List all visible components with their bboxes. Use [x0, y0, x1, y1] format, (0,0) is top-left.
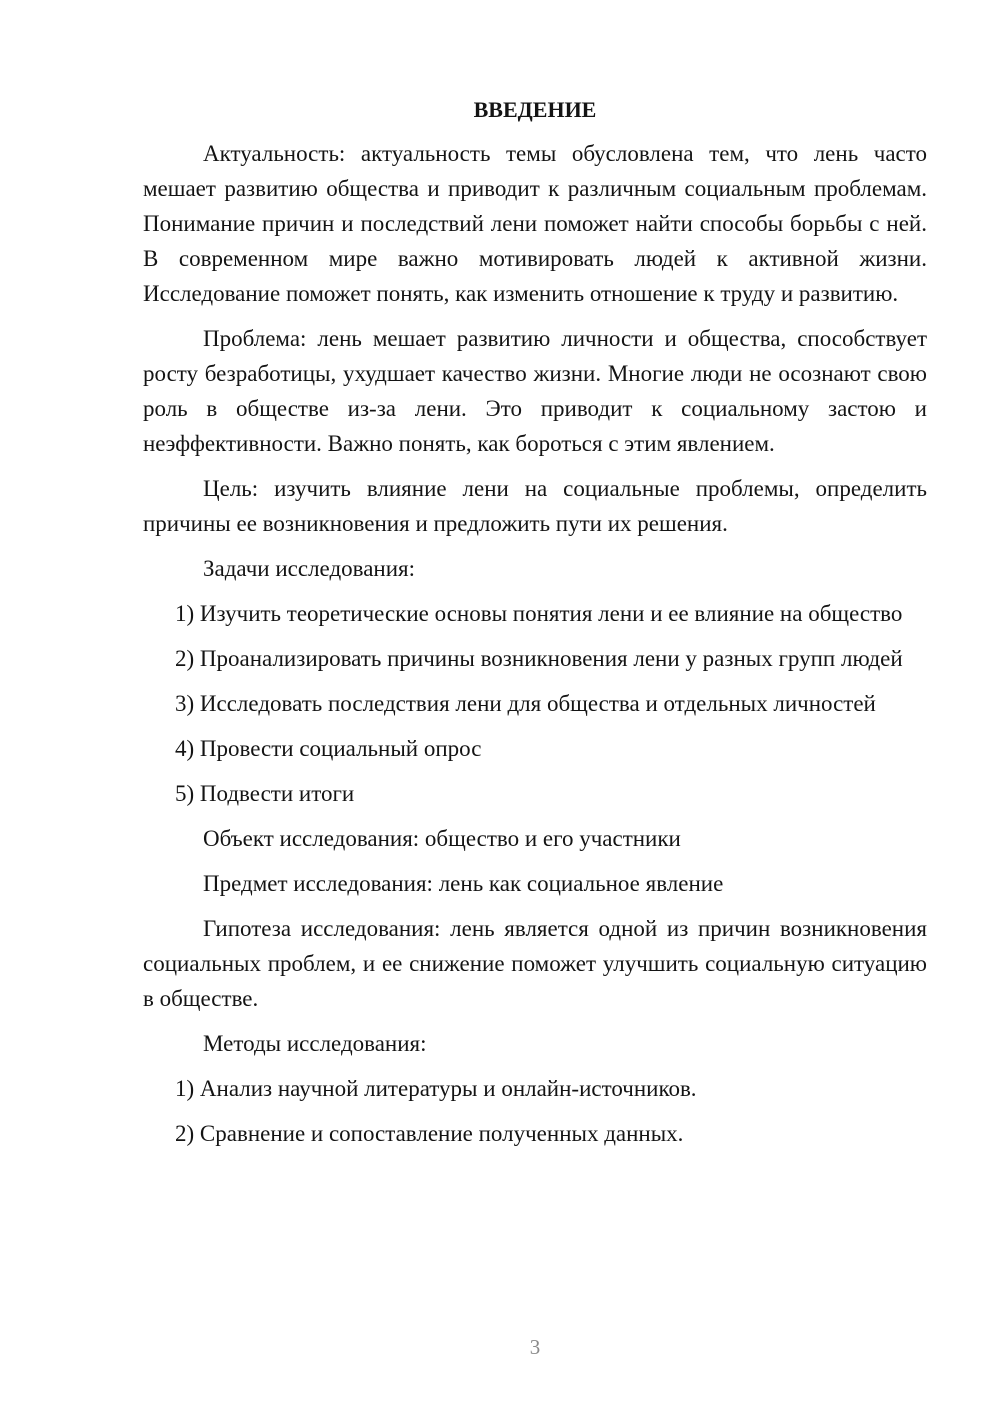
- task-item: 2) Проанализировать причины возникновения лени у разных групп людей: [175, 646, 903, 671]
- task-item: 4) Провести социальный опрос: [175, 736, 482, 761]
- page-number: 3: [529, 1335, 541, 1359]
- task-item: 5) Подвести итоги: [175, 781, 355, 806]
- task-item: 1) Изучить теоретические основы понятия лени и ее влияние на общество: [175, 601, 903, 626]
- tasks-heading: Задачи исследования:: [203, 556, 416, 581]
- method-item: 1) Анализ научной литературы и онлайн-источников.: [175, 1076, 697, 1101]
- task-item: 3) Исследовать последствия лени для общества и отдельных личностей: [175, 691, 876, 716]
- method-item: 2) Сравнение и сопоставление полученных данных.: [175, 1121, 684, 1146]
- hypothesis-paragraph: Гипотеза исследования: лень является одной из причин возникновения социальных проблем, и ее снижение поможет улучшить социальную ситуацию в обществе.: [143, 916, 927, 1011]
- object-paragraph: Объект исследования: общество и его участники: [203, 826, 681, 851]
- problem-paragraph: Проблема: лень мешает развитию личности и общества, способствует росту безработицы, ухудшает качество жизни. Многие люди не осознают свою роль в обществе из-за лени. Это приводит к социальному застою и неэффективности. Важно понять, как бороться с этим явлением.: [143, 326, 927, 456]
- subject-paragraph: Предмет исследования: лень как социальное явление: [203, 871, 724, 896]
- relevance-paragraph: Актуальность: актуальность темы обусловлена тем, что лень часто мешает развитию общества и приводит к различным социальным проблемам. Понимание причин и последствий лени поможет найти способы борьбы с ней. В современном мире важно мотивировать людей к активной жизни. Исследование поможет понять, как изменить отношение к труду и развитию.: [143, 141, 927, 306]
- goal-paragraph: Цель: изучить влияние лени на социальные проблемы, определить причины ее возникновения и предложить пути их решения.: [143, 476, 927, 536]
- document-body: [143, 94, 927, 1161]
- section-heading: ВВЕДЕНИЕ: [473, 97, 597, 122]
- methods-heading: Методы исследования:: [203, 1031, 427, 1056]
